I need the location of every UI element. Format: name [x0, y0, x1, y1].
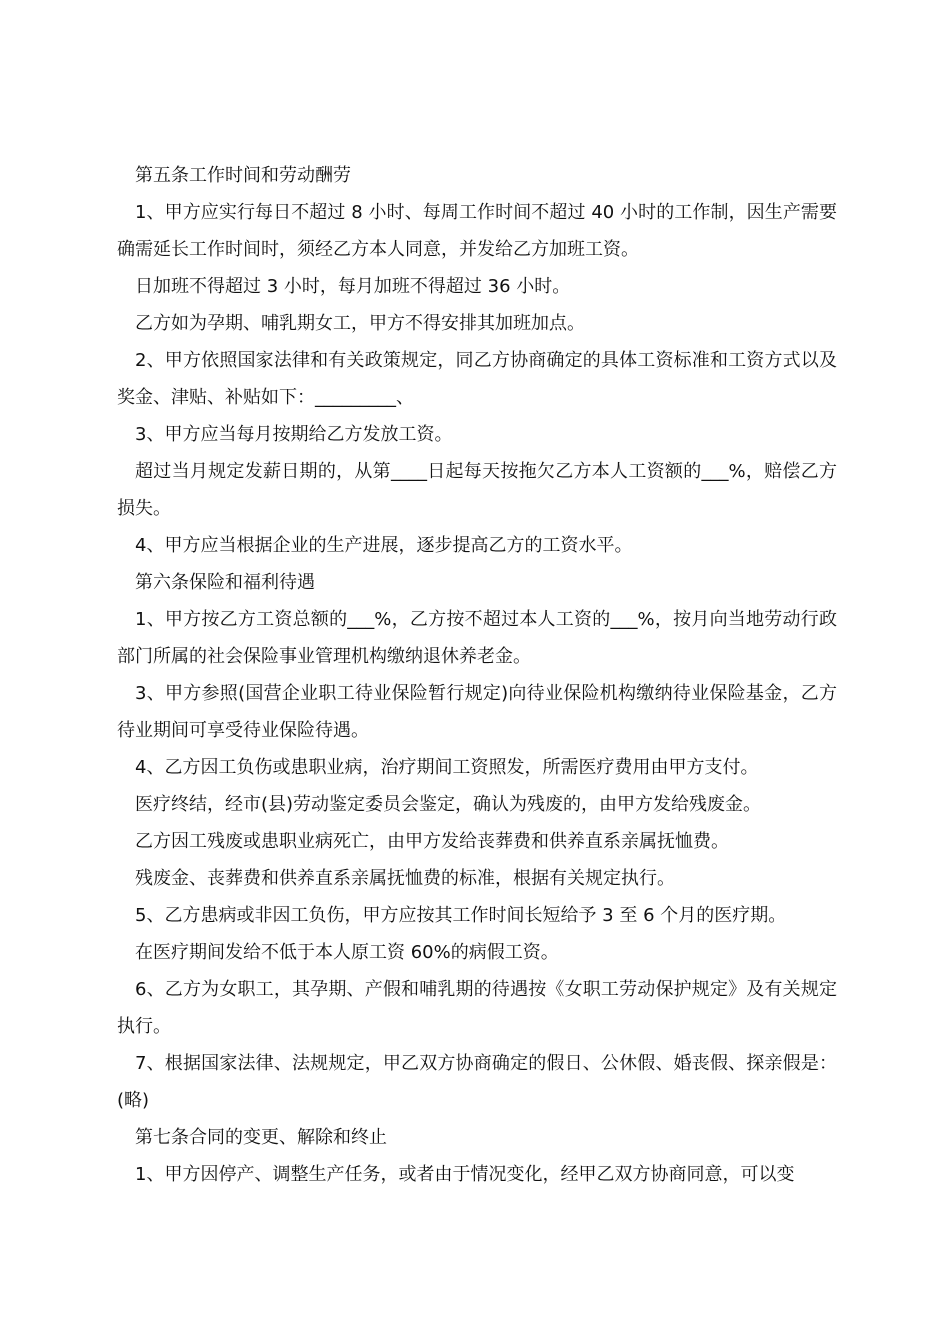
paragraph: 4、甲方应当根据企业的生产进展，逐步提高乙方的工资水平。: [135, 535, 633, 556]
paragraph: 4、乙方因工负伤或患职业病，治疗期间工资照发，所需医疗费用由甲方支付。: [135, 757, 759, 778]
paragraph: 1、甲方按乙方工资总额的___%，乙方按不超过本人工资的___%，按月向当地劳动行政部门所属的社会保险事业管理机构缴纳退休养老金。: [117, 609, 837, 667]
paragraph: 残废金、丧葬费和供养直系亲属抚恤费的标准，根据有关规定执行。: [135, 868, 675, 889]
paragraph: 在医疗期间发给不低于本人原工资 60%的病假工资。: [135, 942, 559, 963]
paragraph: 医疗终结，经市(县)劳动鉴定委员会鉴定，确认为残废的，由甲方发给残废金。: [135, 794, 762, 815]
paragraph: 3、甲方应当每月按期给乙方发放工资。: [135, 424, 453, 445]
paragraph: 日加班不得超过 3 小时，每月加班不得超过 36 小时。: [135, 276, 571, 297]
paragraph: 乙方因工残废或患职业病死亡，由甲方发给丧葬费和供养直系亲属抚恤费。: [135, 831, 729, 852]
section-heading-7: 第七条合同的变更、解除和终止: [135, 1127, 387, 1148]
paragraph: 1、甲方应实行每日不超过 8 小时、每周工作时间不超过 40 小时的工作制，因生产需要确需延长工作时间时，须经乙方本人同意，并发给乙方加班工资。: [117, 202, 837, 260]
paragraph: 超过当月规定发薪日期的，从第____日起每天按拖欠乙方本人工资额的___%，赔偿乙方损失。: [117, 461, 837, 519]
paragraph: 7、根据国家法律、法规规定，甲乙双方协商确定的假日、公休假、婚丧假、探亲假是：(略): [117, 1053, 837, 1111]
paragraph: 乙方如为孕期、哺乳期女工，甲方不得安排其加班加点。: [135, 313, 585, 334]
paragraph: 2、甲方依照国家法律和有关政策规定，同乙方协商确定的具体工资标准和工资方式以及奖金、津贴、补贴如下：_________、: [117, 350, 837, 408]
section-heading-5: 第五条工作时间和劳动酬劳: [135, 165, 351, 186]
section-heading-6: 第六条保险和福利待遇: [135, 572, 315, 593]
paragraph: 1、甲方因停产、调整生产任务，或者由于情况变化，经甲乙双方协商同意，可以变: [135, 1164, 795, 1185]
paragraph: 3、甲方参照(国营企业职工待业保险暂行规定)向待业保险机构缴纳待业保险基金，乙方待业期间可享受待业保险待遇。: [117, 683, 837, 741]
document-body: [117, 157, 837, 1193]
paragraph: 5、乙方患病或非因工负伤，甲方应按其工作时间长短给予 3 至 6 个月的医疗期。: [135, 905, 787, 926]
paragraph: 6、乙方为女职工，其孕期、产假和哺乳期的待遇按《女职工劳动保护规定》及有关规定执行。: [117, 979, 837, 1037]
